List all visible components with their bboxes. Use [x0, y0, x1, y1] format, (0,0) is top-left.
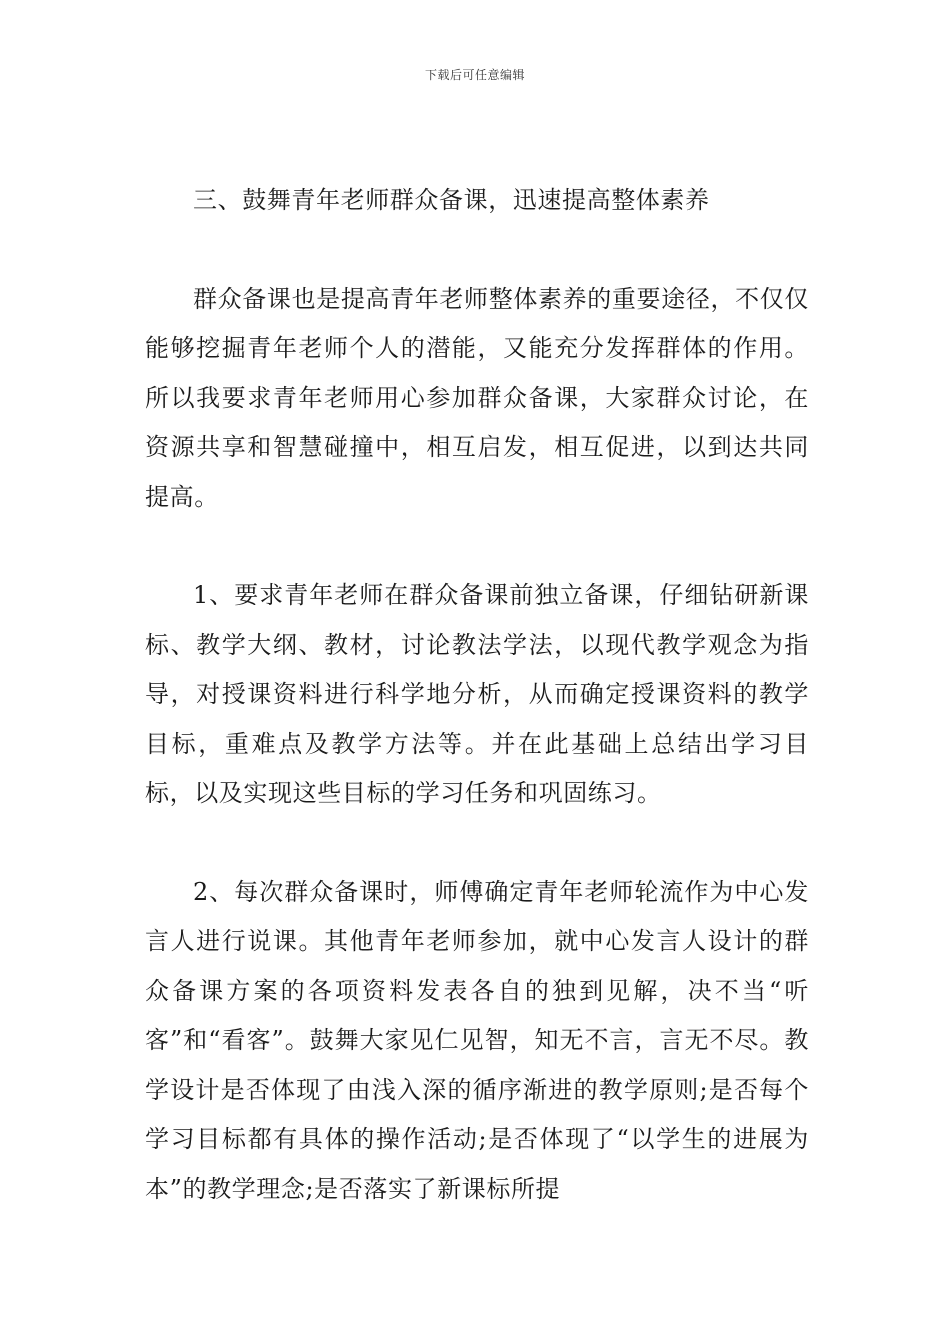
paragraph-point-1: 1、要求青年老师在群众备课前独立备课，仔细钻研新课标、教学大纲、教材，讨论教法学法，以现代教学观念为指导，对授课资料进行科学地分析，从而确定授课资料的教学目标，重难点及教学方法等。并在此基础上总结出学习目标，以及实现这些目标的学习任务和巩固练习。 [145, 581, 809, 807]
section-heading: 三、鼓舞青年老师群众备课，迅速提高整体素养 [193, 186, 710, 214]
document-body [145, 176, 809, 1214]
page-header-note: 下载后可任意编辑 [424, 68, 525, 82]
paragraph-intro: 群众备课也是提高青年老师整体素养的重要途径，不仅仅能够挖掘青年老师个人的潜能，又能充分发挥群体的作用。所以我要求青年老师用心参加群众备课，大家群众讨论，在资源共享和智慧碰撞中，相互启发，相互促进，以到达共同提高。 [145, 284, 809, 511]
paragraph-point-2: 2、每次群众备课时，师傅确定青年老师轮流作为中心发言人进行说课。其他青年老师参加，就中心发言人设计的群众备课方案的各项资料发表各自的独到见解，决不当“听客”和“看客”。鼓舞大家见仁见智，知无不言，言无不尽。教学设计是否体现了由浅入深的循序渐进的教学原则;是否每个学习目标都有具体的操作活动;是否体现了“以学生的进展为本”的教学理念;是否落实了新课标所提 [145, 877, 809, 1203]
